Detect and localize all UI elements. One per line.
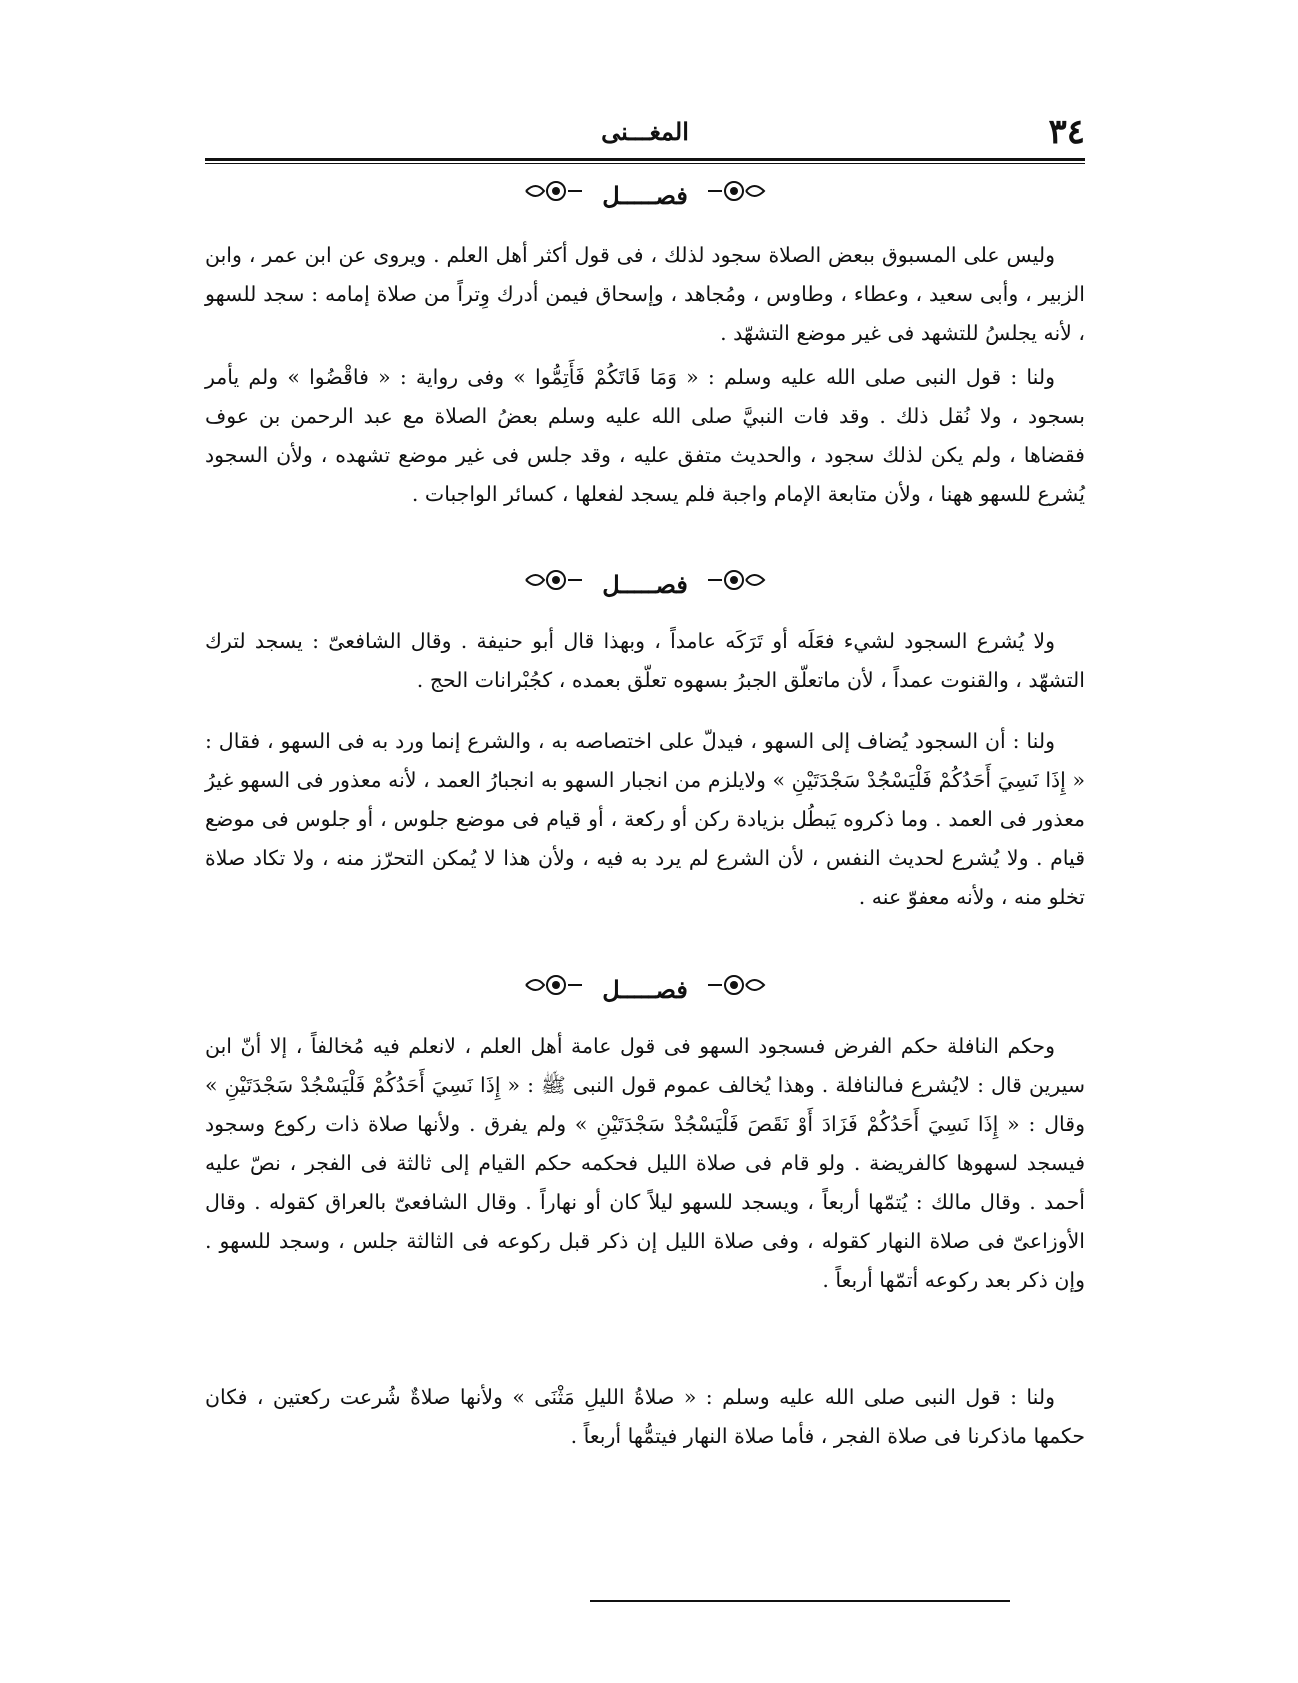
ornament-icon [706, 176, 766, 216]
section-heading-label: فصـــــل [602, 974, 688, 1004]
ornament-icon [524, 565, 584, 605]
paragraph: ولا يُشرع السجود لشيء فعَلَه أو تَرَكَه عامداً ، وبهذا قال أبو حنيفة . وقال الشافعىّ : يسجد لترك التشهّد ، والقنوت عمداً ، لأن ماتعلّق الجبرُ بسهوه تعلّق بعمده ، كجُبْرانات الحج . [205, 629, 1085, 692]
page-number: ٣٤ [1048, 112, 1085, 152]
section-heading [205, 563, 1085, 603]
ornament-icon [524, 970, 584, 1010]
section-heading-label: فصـــــل [602, 569, 688, 599]
section-heading [205, 174, 1085, 214]
paragraph: وليس على المسبوق ببعض الصلاة سجود لذلك ، فى قول أكثر أهل العلم . ويروى عن ابن عمر ، وابن الزبير ، وأبى سعيد ، وعطاء ، وطاوس ، ومُجاهد ، وإسحاق فيمن أدرك وِتراً من صلاة إمامه : سجد للسهو ، لأنه يجلسُ للتشهد فى غير موضع التشهّد . [205, 243, 1085, 345]
paragraph: وحكم النافلة حكم الفرض فىسجود السهو فى قول عامة أهل العلم ، لانعلم فيه مُخالفاً ، إلا أنّ ابن سيرين قال : لايُشرع فىالنافلة . وهذا يُخالف عموم قول النبى ﷺ : « إِذَا نَسِيَ أَحَدُكُمْ فَلْيَسْجُدْ سَجْدَتَيْنِ » وقال : « إِذَا نَسِيَ أَحَدُكُمْ فَزَادَ أَوْ نَقَصَ فَلْيَسْجُدْ سَجْدَتَيْنِ » ولم يفرق . ولأنها صلاة ذات ركوع وسجود فيسجد لسهوها كالفريضة . ولو قام فى صلاة الليل فحكمه حكم القيام إلى ثالثة فى الفجر ، نصّ عليه أحمد . وقال مالك : يُتمّها أربعاً ، ويسجد للسهو ليلاً كان أو نهاراً . وقال الشافعىّ بالعراق كقوله . وقال الأوزاعىّ فى صلاة النهار كقوله ، وفى صلاة الليل إن ذكر قبل ركوعه فى الثالثة جلس ، وسجد للسهو . وإن ذكر بعد ركوعه أتمّها أربعاً . [205, 1034, 1085, 1292]
section-heading-label: فصـــــل [602, 180, 688, 210]
paragraph: ولنا : قول النبى صلى الله عليه وسلم : « وَمَا فَاتَكُمْ فَأَتِمُّوا » وفى رواية : « فاقْضُوا » ولم يأمر بسجود ، ولا نُقل ذلك . وقد فات النبيَّ صلى الله عليه وسلم بعضُ الصلاة مع عبد الرحمن بن عوف فقضاها ، ولم يكن لذلك سجود ، والحديث متفق عليه ، وقد جلس فى غير موضع تشهده ، ولأن السجود يُشرع للسهو ههنا ، ولأن متابعة الإمام واجبة فلم يسجد لفعلها ، كسائر الواجبات . [205, 365, 1085, 506]
header-rule-thin [205, 163, 1085, 164]
ornament-icon [706, 970, 766, 1010]
footer-rule [590, 1600, 1010, 1602]
paragraph: ولنا : قول النبى صلى الله عليه وسلم : « صلاةُ الليلِ مَثْنَى » ولأنها صلاةٌ شُرعت ركعتين ، فكان حكمها ماذكرنا فى صلاة الفجر ، فأما صلاة النهار فيتمُّها أربعاً . [205, 1385, 1085, 1448]
header-rule [205, 158, 1085, 161]
ornament-icon [524, 176, 584, 216]
section-heading [205, 968, 1085, 1008]
page-header [205, 110, 1085, 154]
running-title: المغـــنى [601, 117, 689, 146]
paragraph: ولنا : أن السجود يُضاف إلى السهو ، فيدلّ على اختصاصه به ، والشرع إنما ورد به فى السهو ، فقال : « إِذَا نَسِيَ أَحَدُكُمْ فَلْيَسْجُدْ سَجْدَتَيْنِ » ولايلزم من انجبار السهو به انجبارُ العمد ، لأنه معذور فى السهو غيرُ معذور فى العمد . وما ذكروه يَبطُل بزيادة ركن أو ركعة ، أو قيام فى موضع جلوس ، أو جلوس فى موضع قيام . ولا يُشرع لحديث النفس ، لأن الشرع لم يرد به فيه ، ولأن هذا لا يُمكن التحرّز منه ، ولا تكاد صلاة تخلو منه ، ولأنه معفوّ عنه . [205, 729, 1085, 909]
ornament-icon [706, 565, 766, 605]
